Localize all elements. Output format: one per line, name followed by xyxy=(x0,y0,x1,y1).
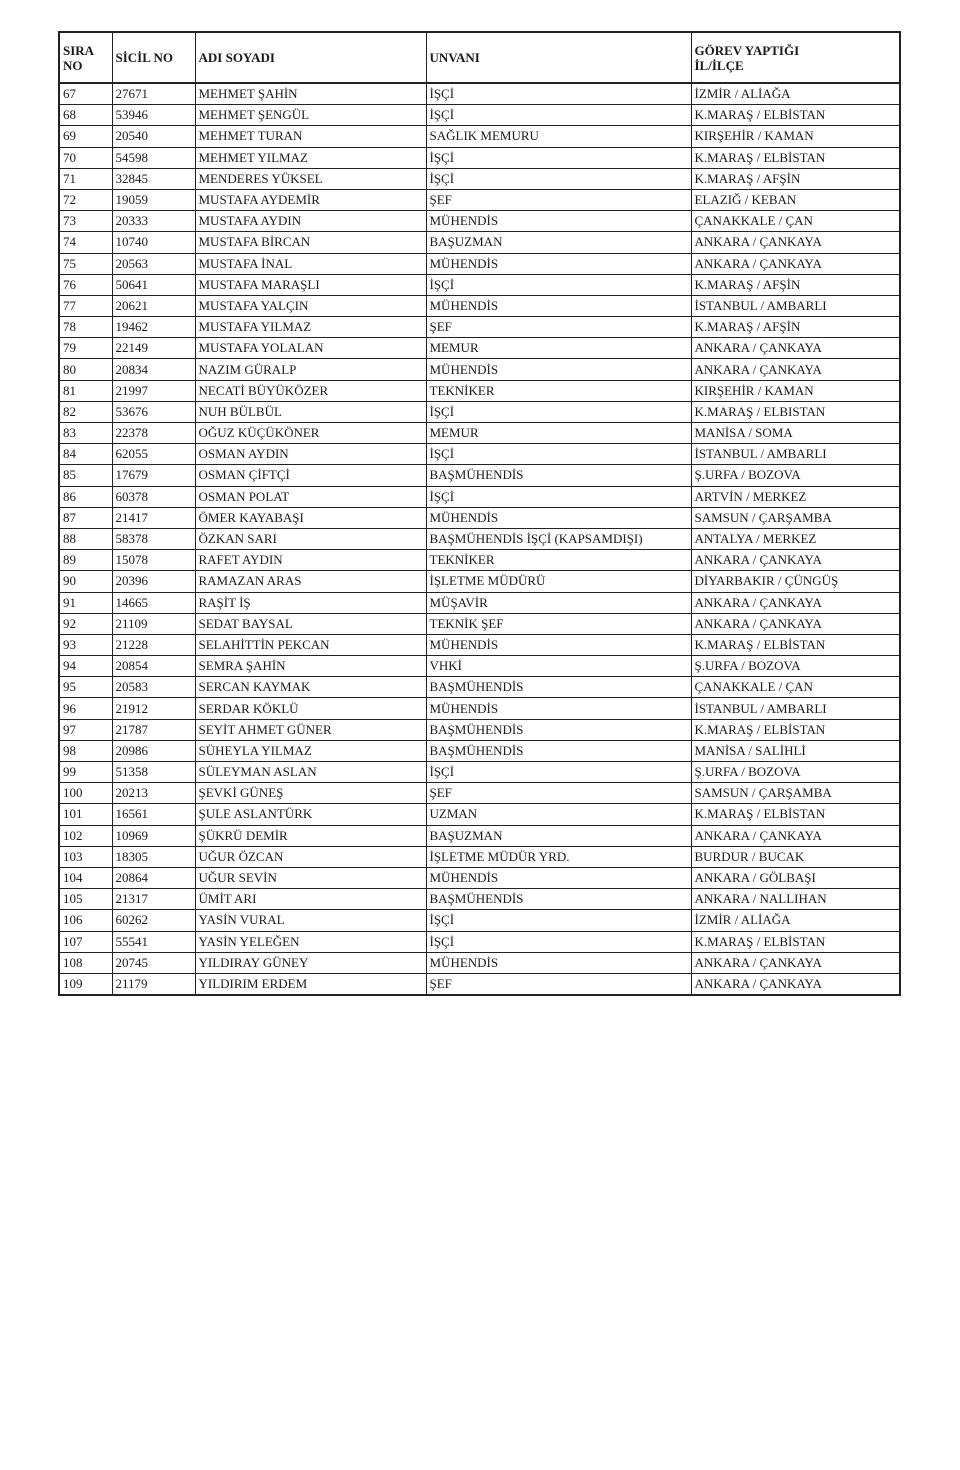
table-row xyxy=(59,83,900,105)
cell-sicil-no: 22378 xyxy=(112,423,195,444)
cell-unvani: MÜHENDİS xyxy=(426,698,691,719)
cell-unvani: MEMUR xyxy=(426,423,691,444)
cell-sira-no: 102 xyxy=(59,825,112,846)
header-line: UNVANI xyxy=(429,50,480,65)
cell-sira-no: 84 xyxy=(59,444,112,465)
table-row xyxy=(59,444,900,465)
cell-adi-soyadi: MUSTAFA YILMAZ xyxy=(195,317,426,338)
cell-adi-soyadi: NUH BÜLBÜL xyxy=(195,401,426,422)
table-row xyxy=(59,656,900,677)
table-row xyxy=(59,465,900,486)
table-row xyxy=(59,740,900,761)
cell-gorev-yeri: İSTANBUL / AMBARLI xyxy=(691,444,900,465)
cell-adi-soyadi: ÖMER KAYABAŞI xyxy=(195,507,426,528)
cell-unvani: İŞÇİ xyxy=(426,762,691,783)
cell-sira-no: 106 xyxy=(59,910,112,931)
table-row xyxy=(59,295,900,316)
cell-gorev-yeri: İZMİR / ALİAĞA xyxy=(691,83,900,105)
cell-sira-no: 82 xyxy=(59,401,112,422)
cell-sicil-no: 20854 xyxy=(112,656,195,677)
cell-adi-soyadi: MEHMET YILMAZ xyxy=(195,147,426,168)
cell-unvani: ŞEF xyxy=(426,317,691,338)
cell-gorev-yeri: K.MARAŞ / ELBİSTAN xyxy=(691,804,900,825)
table-row xyxy=(59,973,900,995)
cell-unvani: BAŞMÜHENDİS xyxy=(426,465,691,486)
cell-sira-no: 70 xyxy=(59,147,112,168)
cell-sira-no: 108 xyxy=(59,952,112,973)
cell-unvani: UZMAN xyxy=(426,804,691,825)
cell-unvani: BAŞMÜHENDİS xyxy=(426,677,691,698)
cell-sicil-no: 20540 xyxy=(112,126,195,147)
cell-sira-no: 94 xyxy=(59,656,112,677)
cell-gorev-yeri: ANKARA / ÇANKAYA xyxy=(691,592,900,613)
cell-sira-no: 103 xyxy=(59,846,112,867)
cell-sicil-no: 21417 xyxy=(112,507,195,528)
cell-sicil-no: 21109 xyxy=(112,613,195,634)
cell-sicil-no: 19059 xyxy=(112,189,195,210)
cell-gorev-yeri: ANKARA / ÇANKAYA xyxy=(691,253,900,274)
cell-unvani: ŞEF xyxy=(426,783,691,804)
cell-adi-soyadi: SERDAR KÖKLÜ xyxy=(195,698,426,719)
cell-adi-soyadi: MEHMET TURAN xyxy=(195,126,426,147)
cell-adi-soyadi: ÜMİT ARI xyxy=(195,889,426,910)
cell-gorev-yeri: ÇANAKKALE / ÇAN xyxy=(691,677,900,698)
cell-sira-no: 101 xyxy=(59,804,112,825)
cell-unvani: TEKNİK ŞEF xyxy=(426,613,691,634)
cell-sicil-no: 27671 xyxy=(112,83,195,105)
cell-sicil-no: 53676 xyxy=(112,401,195,422)
cell-sira-no: 92 xyxy=(59,613,112,634)
cell-adi-soyadi: YASİN VURAL xyxy=(195,910,426,931)
cell-adi-soyadi: RAMAZAN ARAS xyxy=(195,571,426,592)
cell-adi-soyadi: MUSTAFA MARAŞLI xyxy=(195,274,426,295)
header-line: GÖREV YAPTIĞI xyxy=(694,42,800,58)
cell-sicil-no: 60262 xyxy=(112,910,195,931)
cell-sicil-no: 51358 xyxy=(112,762,195,783)
table-row xyxy=(59,317,900,338)
cell-unvani: MÜHENDİS xyxy=(426,359,691,380)
cell-gorev-yeri: DİYARBAKIR / ÇÜNGÜŞ xyxy=(691,571,900,592)
table-row xyxy=(59,613,900,634)
cell-adi-soyadi: NECATİ BÜYÜKÖZER xyxy=(195,380,426,401)
cell-unvani: İŞÇİ xyxy=(426,910,691,931)
cell-adi-soyadi: ŞULE ASLANTÜRK xyxy=(195,804,426,825)
cell-gorev-yeri: MANİSA / SOMA xyxy=(691,423,900,444)
cell-sicil-no: 14665 xyxy=(112,592,195,613)
cell-adi-soyadi: UĞUR SEVİN xyxy=(195,867,426,888)
table-row xyxy=(59,698,900,719)
cell-sicil-no: 21787 xyxy=(112,719,195,740)
cell-sicil-no: 21317 xyxy=(112,889,195,910)
table-row xyxy=(59,507,900,528)
cell-sira-no: 105 xyxy=(59,889,112,910)
cell-adi-soyadi: MEHMET ŞAHİN xyxy=(195,83,426,105)
cell-gorev-yeri: SAMSUN / ÇARŞAMBA xyxy=(691,783,900,804)
table-row xyxy=(59,783,900,804)
cell-sira-no: 74 xyxy=(59,232,112,253)
table-row xyxy=(59,486,900,507)
cell-gorev-yeri: BURDUR / BUCAK xyxy=(691,846,900,867)
cell-sira-no: 73 xyxy=(59,211,112,232)
cell-sicil-no: 32845 xyxy=(112,168,195,189)
cell-sicil-no: 20213 xyxy=(112,783,195,804)
cell-gorev-yeri: ARTVİN / MERKEZ xyxy=(691,486,900,507)
cell-gorev-yeri: K.MARAŞ / ELBİSTAN xyxy=(691,105,900,126)
cell-sicil-no: 54598 xyxy=(112,147,195,168)
cell-sicil-no: 21912 xyxy=(112,698,195,719)
cell-unvani: İŞLETME MÜDÜR YRD. xyxy=(426,846,691,867)
cell-gorev-yeri: KIRŞEHİR / KAMAN xyxy=(691,126,900,147)
cell-adi-soyadi: MENDERES YÜKSEL xyxy=(195,168,426,189)
cell-sira-no: 68 xyxy=(59,105,112,126)
cell-sicil-no: 21997 xyxy=(112,380,195,401)
cell-sicil-no: 21228 xyxy=(112,634,195,655)
cell-sira-no: 78 xyxy=(59,317,112,338)
cell-sicil-no: 18305 xyxy=(112,846,195,867)
cell-adi-soyadi: RAFET AYDIN xyxy=(195,550,426,571)
table-row xyxy=(59,359,900,380)
cell-adi-soyadi: UĞUR ÖZCAN xyxy=(195,846,426,867)
table-row xyxy=(59,274,900,295)
table-row xyxy=(59,825,900,846)
cell-sicil-no: 20333 xyxy=(112,211,195,232)
cell-sicil-no: 10969 xyxy=(112,825,195,846)
cell-gorev-yeri: ANKARA / GÖLBAŞI xyxy=(691,867,900,888)
table-row xyxy=(59,719,900,740)
table-row xyxy=(59,168,900,189)
cell-sira-no: 72 xyxy=(59,189,112,210)
cell-adi-soyadi: NAZIM GÜRALP xyxy=(195,359,426,380)
cell-sira-no: 81 xyxy=(59,380,112,401)
cell-adi-soyadi: SÜLEYMAN ASLAN xyxy=(195,762,426,783)
cell-unvani: BAŞMÜHENDİS İŞÇİ (KAPSAMDIŞI) xyxy=(426,528,691,549)
header-gorev-yeri xyxy=(691,32,900,83)
cell-sicil-no: 19462 xyxy=(112,317,195,338)
cell-adi-soyadi: OSMAN ÇİFTÇİ xyxy=(195,465,426,486)
cell-unvani: BAŞUZMAN xyxy=(426,232,691,253)
personnel-table xyxy=(58,31,901,996)
cell-sira-no: 80 xyxy=(59,359,112,380)
cell-unvani: MÜŞAVİR xyxy=(426,592,691,613)
table-row xyxy=(59,211,900,232)
table-row xyxy=(59,931,900,952)
cell-sira-no: 93 xyxy=(59,634,112,655)
cell-gorev-yeri: K.MARAŞ / ELBİSTAN xyxy=(691,147,900,168)
cell-gorev-yeri: İZMİR / ALİAĞA xyxy=(691,910,900,931)
cell-sira-no: 97 xyxy=(59,719,112,740)
cell-sira-no: 89 xyxy=(59,550,112,571)
cell-adi-soyadi: MUSTAFA AYDEMİR xyxy=(195,189,426,210)
cell-unvani: MÜHENDİS xyxy=(426,867,691,888)
cell-sira-no: 107 xyxy=(59,931,112,952)
table-row xyxy=(59,105,900,126)
cell-gorev-yeri: ÇANAKKALE / ÇAN xyxy=(691,211,900,232)
table-row xyxy=(59,232,900,253)
cell-gorev-yeri: K.MARAŞ / ELBISTAN xyxy=(691,401,900,422)
cell-unvani: ŞEF xyxy=(426,189,691,210)
cell-sicil-no: 20864 xyxy=(112,867,195,888)
table-row xyxy=(59,889,900,910)
cell-adi-soyadi: YILDIRIM ERDEM xyxy=(195,973,426,995)
cell-unvani: BAŞMÜHENDİS xyxy=(426,740,691,761)
table-body xyxy=(59,83,900,995)
cell-sira-no: 100 xyxy=(59,783,112,804)
cell-unvani: TEKNİKER xyxy=(426,380,691,401)
cell-gorev-yeri: K.MARAŞ / AFŞİN xyxy=(691,168,900,189)
cell-gorev-yeri: KIRŞEHİR / KAMAN xyxy=(691,380,900,401)
cell-gorev-yeri: ANKARA / ÇANKAYA xyxy=(691,338,900,359)
cell-unvani: ŞEF xyxy=(426,973,691,995)
cell-sira-no: 91 xyxy=(59,592,112,613)
cell-unvani: MÜHENDİS xyxy=(426,952,691,973)
cell-unvani: MÜHENDİS xyxy=(426,634,691,655)
cell-sira-no: 109 xyxy=(59,973,112,995)
table-header-row xyxy=(59,32,900,83)
cell-sira-no: 90 xyxy=(59,571,112,592)
cell-sira-no: 75 xyxy=(59,253,112,274)
table-row xyxy=(59,571,900,592)
cell-sicil-no: 20583 xyxy=(112,677,195,698)
cell-adi-soyadi: SELAHİTTİN PEKCAN xyxy=(195,634,426,655)
cell-unvani: İŞÇİ xyxy=(426,444,691,465)
cell-gorev-yeri: ANKARA / ÇANKAYA xyxy=(691,550,900,571)
cell-adi-soyadi: RAŞİT İŞ xyxy=(195,592,426,613)
cell-sicil-no: 10740 xyxy=(112,232,195,253)
cell-sicil-no: 20396 xyxy=(112,571,195,592)
table-row xyxy=(59,147,900,168)
cell-gorev-yeri: Ş.URFA / BOZOVA xyxy=(691,656,900,677)
header-line: SIRA xyxy=(63,42,95,58)
header-line: SİCİL NO xyxy=(115,50,173,65)
cell-unvani: İŞÇİ xyxy=(426,147,691,168)
cell-gorev-yeri: K.MARAŞ / ELBİSTAN xyxy=(691,719,900,740)
cell-gorev-yeri: Ş.URFA / BOZOVA xyxy=(691,762,900,783)
cell-adi-soyadi: MUSTAFA AYDIN xyxy=(195,211,426,232)
cell-gorev-yeri: ANKARA / ÇANKAYA xyxy=(691,825,900,846)
cell-sicil-no: 17679 xyxy=(112,465,195,486)
cell-gorev-yeri: SAMSUN / ÇARŞAMBA xyxy=(691,507,900,528)
table-row xyxy=(59,253,900,274)
cell-gorev-yeri: ANKARA / NALLIHAN xyxy=(691,889,900,910)
header-adi-soyadi xyxy=(195,32,426,83)
cell-unvani: MÜHENDİS xyxy=(426,211,691,232)
cell-unvani: İŞÇİ xyxy=(426,401,691,422)
cell-unvani: İŞÇİ xyxy=(426,486,691,507)
cell-adi-soyadi: ŞEVKİ GÜNEŞ xyxy=(195,783,426,804)
header-unvani xyxy=(426,32,691,83)
cell-adi-soyadi: MUSTAFA YALÇIN xyxy=(195,295,426,316)
table-row xyxy=(59,592,900,613)
cell-gorev-yeri: ELAZIĞ / KEBAN xyxy=(691,189,900,210)
cell-adi-soyadi: MEHMET ŞENGÜL xyxy=(195,105,426,126)
cell-sira-no: 69 xyxy=(59,126,112,147)
cell-gorev-yeri: ANKARA / ÇANKAYA xyxy=(691,359,900,380)
cell-gorev-yeri: K.MARAŞ / AFŞİN xyxy=(691,317,900,338)
cell-sicil-no: 62055 xyxy=(112,444,195,465)
cell-unvani: SAĞLIK MEMURU xyxy=(426,126,691,147)
cell-sicil-no: 16561 xyxy=(112,804,195,825)
cell-unvani: İŞÇİ xyxy=(426,83,691,105)
cell-gorev-yeri: Ş.URFA / BOZOVA xyxy=(691,465,900,486)
cell-sira-no: 95 xyxy=(59,677,112,698)
header-line: İL/İLÇE xyxy=(694,57,744,73)
table-row xyxy=(59,380,900,401)
cell-adi-soyadi: ŞÜKRÜ DEMİR xyxy=(195,825,426,846)
table-row xyxy=(59,952,900,973)
header-line: NO xyxy=(63,57,83,73)
cell-sicil-no: 20745 xyxy=(112,952,195,973)
table-row xyxy=(59,867,900,888)
cell-sicil-no: 50641 xyxy=(112,274,195,295)
cell-gorev-yeri: İSTANBUL / AMBARLI xyxy=(691,295,900,316)
cell-sira-no: 85 xyxy=(59,465,112,486)
table-row xyxy=(59,126,900,147)
cell-adi-soyadi: YASİN YELEĞEN xyxy=(195,931,426,952)
cell-gorev-yeri: ANKARA / ÇANKAYA xyxy=(691,232,900,253)
cell-unvani: İŞLETME MÜDÜRÜ xyxy=(426,571,691,592)
cell-unvani: BAŞMÜHENDİS xyxy=(426,889,691,910)
cell-adi-soyadi: SEYİT AHMET GÜNER xyxy=(195,719,426,740)
cell-unvani: İŞÇİ xyxy=(426,105,691,126)
cell-sicil-no: 58378 xyxy=(112,528,195,549)
cell-adi-soyadi: OSMAN AYDIN xyxy=(195,444,426,465)
table-row xyxy=(59,550,900,571)
cell-adi-soyadi: MUSTAFA BİRCAN xyxy=(195,232,426,253)
cell-unvani: MÜHENDİS xyxy=(426,295,691,316)
header-sicil-no xyxy=(112,32,195,83)
table-row xyxy=(59,804,900,825)
header-line: ADI SOYADI xyxy=(198,50,275,65)
cell-sira-no: 98 xyxy=(59,740,112,761)
cell-sicil-no: 53946 xyxy=(112,105,195,126)
cell-sicil-no: 20563 xyxy=(112,253,195,274)
cell-gorev-yeri: ANKARA / ÇANKAYA xyxy=(691,973,900,995)
cell-sira-no: 86 xyxy=(59,486,112,507)
cell-unvani: İŞÇİ xyxy=(426,168,691,189)
table-row xyxy=(59,528,900,549)
cell-gorev-yeri: K.MARAŞ / AFŞİN xyxy=(691,274,900,295)
cell-adi-soyadi: SÜHEYLA YILMAZ xyxy=(195,740,426,761)
cell-sicil-no: 15078 xyxy=(112,550,195,571)
cell-sira-no: 77 xyxy=(59,295,112,316)
table-row xyxy=(59,846,900,867)
cell-sira-no: 88 xyxy=(59,528,112,549)
cell-unvani: İŞÇİ xyxy=(426,931,691,952)
cell-gorev-yeri: ANKARA / ÇANKAYA xyxy=(691,613,900,634)
cell-gorev-yeri: K.MARAŞ / ELBİSTAN xyxy=(691,931,900,952)
cell-sira-no: 71 xyxy=(59,168,112,189)
cell-adi-soyadi: ÖZKAN SARI xyxy=(195,528,426,549)
cell-unvani: VHKİ xyxy=(426,656,691,677)
table-row xyxy=(59,338,900,359)
cell-sicil-no: 60378 xyxy=(112,486,195,507)
cell-unvani: İŞÇİ xyxy=(426,274,691,295)
cell-adi-soyadi: MUSTAFA YOLALAN xyxy=(195,338,426,359)
cell-unvani: TEKNİKER xyxy=(426,550,691,571)
cell-unvani: MÜHENDİS xyxy=(426,507,691,528)
cell-sira-no: 99 xyxy=(59,762,112,783)
cell-unvani: BAŞMÜHENDİS xyxy=(426,719,691,740)
cell-unvani: MÜHENDİS xyxy=(426,253,691,274)
cell-adi-soyadi: SEDAT BAYSAL xyxy=(195,613,426,634)
table-row xyxy=(59,401,900,422)
cell-sicil-no: 20834 xyxy=(112,359,195,380)
cell-adi-soyadi: YILDIRAY GÜNEY xyxy=(195,952,426,973)
personnel-list-document xyxy=(58,31,899,996)
table-row xyxy=(59,762,900,783)
cell-adi-soyadi: SERCAN KAYMAK xyxy=(195,677,426,698)
cell-adi-soyadi: OSMAN POLAT xyxy=(195,486,426,507)
cell-gorev-yeri: ANKARA / ÇANKAYA xyxy=(691,952,900,973)
cell-sicil-no: 20986 xyxy=(112,740,195,761)
cell-sira-no: 96 xyxy=(59,698,112,719)
table-row xyxy=(59,423,900,444)
cell-adi-soyadi: SEMRA ŞAHİN xyxy=(195,656,426,677)
table-row xyxy=(59,677,900,698)
cell-sicil-no: 20621 xyxy=(112,295,195,316)
cell-unvani: MEMUR xyxy=(426,338,691,359)
cell-gorev-yeri: ANTALYA / MERKEZ xyxy=(691,528,900,549)
cell-sira-no: 87 xyxy=(59,507,112,528)
cell-sira-no: 79 xyxy=(59,338,112,359)
table-row xyxy=(59,634,900,655)
table-row xyxy=(59,910,900,931)
cell-sira-no: 83 xyxy=(59,423,112,444)
cell-adi-soyadi: MUSTAFA İNAL xyxy=(195,253,426,274)
header-sira-no xyxy=(59,32,112,83)
cell-gorev-yeri: MANİSA / SALİHLİ xyxy=(691,740,900,761)
cell-adi-soyadi: OĞUZ KÜÇÜKÖNER xyxy=(195,423,426,444)
table-row xyxy=(59,189,900,210)
cell-sicil-no: 55541 xyxy=(112,931,195,952)
cell-sira-no: 67 xyxy=(59,83,112,105)
cell-sira-no: 76 xyxy=(59,274,112,295)
cell-unvani: BAŞUZMAN xyxy=(426,825,691,846)
cell-sicil-no: 22149 xyxy=(112,338,195,359)
cell-gorev-yeri: K.MARAŞ / ELBİSTAN xyxy=(691,634,900,655)
cell-gorev-yeri: İSTANBUL / AMBARLI xyxy=(691,698,900,719)
cell-sira-no: 104 xyxy=(59,867,112,888)
cell-sicil-no: 21179 xyxy=(112,973,195,995)
